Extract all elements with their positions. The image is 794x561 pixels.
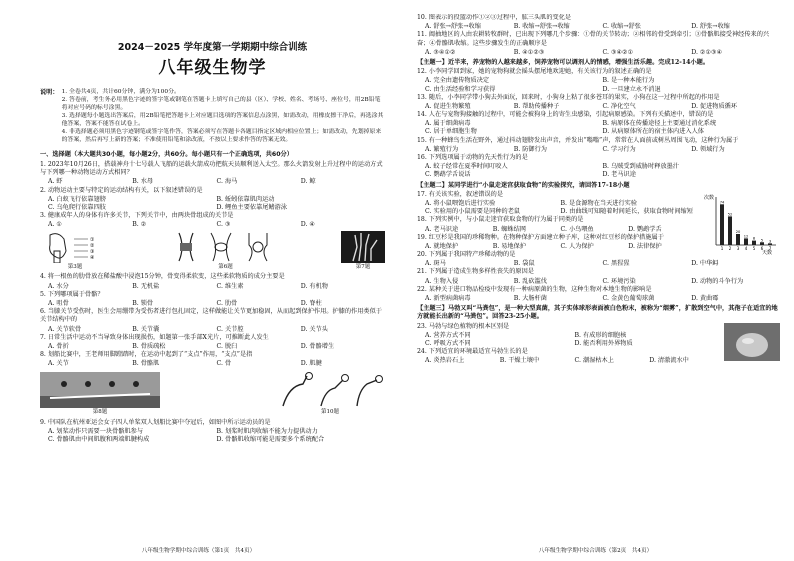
answer-option[interactable]: A. 就地保护: [425, 242, 459, 250]
figure-joint: [40, 231, 110, 271]
answer-option[interactable]: C. 金黄色葡萄球菌: [602, 295, 655, 302]
answer-options: [417, 226, 696, 234]
answer-option[interactable]: B. 骨质疏松: [132, 342, 166, 350]
chart-tick-label: 7: [768, 245, 772, 251]
answer-option[interactable]: D. 脊柱: [300, 300, 322, 307]
question-stem: 22. 某种关于进口物品检疫中发现有一种病原菌的生物，这种生物对本地生物的影响是: [417, 285, 652, 293]
chart-tick-label: 3: [736, 245, 740, 251]
answer-option[interactable]: C. 居于单细胞生物: [425, 128, 477, 136]
instruction-item: 1. 全卷共4页，共计60分钟，满分为100分。: [61, 88, 180, 95]
knee-brace-icon: [171, 231, 281, 263]
answer-option[interactable]: A. ①: [48, 221, 62, 229]
instructions: [40, 89, 385, 145]
answer-option[interactable]: A. 虾: [48, 178, 63, 186]
svg-text:②: ②: [90, 243, 95, 250]
answer-options: [40, 178, 385, 186]
theme-heading: 【主题一】近半来，养宠物的人越来越多，饲养宠物可以调剂人的情感，增强生活乐趣。完成12-14小题。: [417, 58, 710, 66]
chart-value-label: 5: [760, 238, 764, 242]
figure-basketball: [275, 372, 385, 416]
answer-option[interactable]: D. 中华鲟: [691, 260, 719, 268]
page-footer: 八年级生物学期中综合训练（第1页 共4页）: [141, 547, 256, 554]
instructions-label: 说明：: [40, 88, 59, 96]
answer-option[interactable]: D. 鹦鹉学舌: [628, 225, 662, 233]
answer-option[interactable]: B. 乌贼受到威胁时释放墨汁: [602, 163, 680, 171]
answer-option[interactable]: C. 骨骼肌由中间肌腹和两端肌腱构成: [48, 435, 150, 443]
chart-tick-label: 4: [744, 245, 748, 251]
chart-tick-label: 6: [760, 245, 764, 251]
exam-header-title: 2024－2025 学年度第一学期期中综合训练: [117, 42, 308, 53]
answer-option[interactable]: A. 营养方式不同: [425, 331, 471, 339]
answer-option[interactable]: B. 有成形的细胞核: [574, 331, 627, 339]
answer-option[interactable]: B. 关节囊: [132, 325, 160, 333]
svg-text:①: ①: [90, 237, 95, 244]
question-list: [417, 14, 780, 57]
hand-xray-icon: [341, 231, 385, 263]
subject-title: 八年级生物学: [158, 57, 267, 78]
answer-options: [417, 357, 724, 365]
answer-option[interactable]: B. 划桨时肌肉收缩不能为力提供动力: [216, 427, 318, 435]
answer-option[interactable]: C. 脱臼: [216, 342, 238, 350]
answer-option[interactable]: B. 蜘蛛结网: [492, 225, 526, 233]
answer-option[interactable]: D. 一旦建立永不消退: [602, 85, 661, 93]
chart-bar: [752, 240, 756, 244]
chart-bar: [768, 243, 772, 245]
answer-option[interactable]: D. 促进物质循环: [691, 102, 738, 110]
answer-option[interactable]: C. 肋骨: [216, 300, 238, 307]
question-stem: 10. 图表示的投篮动作①②③过程中，肱三头肌的变化是: [417, 14, 572, 21]
question-stem: 15. 有一种蜂鸟生活在野外，通过抖动翅膀发出声音，并发出“嗡嗡”声，常常在人面前或树丛周围飞动，这种行为属于: [417, 136, 739, 144]
answer-option[interactable]: B. 防御行为: [513, 145, 547, 153]
answer-option[interactable]: C. 呼吸方式不同: [425, 339, 471, 347]
answer-options: [40, 343, 385, 351]
answer-option[interactable]: B. 水母: [132, 178, 154, 186]
answer-option[interactable]: A. 属于细菌病毒: [425, 120, 471, 128]
page-footer: 八年级生物学期中综合训练（第2页 共4页）: [538, 547, 653, 554]
chart-value-label: 74: [719, 200, 725, 205]
y-axis-label: 次数: [704, 194, 715, 201]
question-stem: 6. 当膝关节受伤时，医生会用绷带为受伤者进行包扎固定，这样做能让关节更加稳固，从而起到保护作用。护膝的作用类似于关节结构中的: [40, 308, 382, 324]
answer-option[interactable]: A. 水分: [48, 282, 69, 290]
answer-option[interactable]: C. 海马: [216, 178, 238, 186]
answer-option[interactable]: B. 病原体在传播途径上主要通过消化系统: [602, 120, 717, 128]
answer-option[interactable]: C. 黑猩猩: [602, 260, 630, 268]
question-stem: 24. 下列适宜的环境最适宜马勃生长的是: [417, 348, 528, 356]
answer-option[interactable]: B. 是食源物在当天进行实验: [560, 199, 638, 207]
answer-option[interactable]: A. 繁殖行为: [425, 145, 459, 153]
answer-option[interactable]: A. 老马识途: [425, 225, 459, 233]
answer-option[interactable]: D. 法律保护: [628, 242, 662, 250]
question-list: [417, 68, 780, 179]
answer-options: [417, 49, 780, 57]
answer-option[interactable]: D. 从病原体所在的宿主体内进入人体: [602, 128, 704, 136]
answer-option[interactable]: C. ③: [216, 221, 231, 229]
question-list: [40, 273, 385, 368]
answer-option[interactable]: B. 干燥土壤中: [499, 357, 540, 365]
answer-options: [40, 360, 385, 368]
answer-option[interactable]: D. 由曲线可知随着时间延长，获取食物时间缩短: [560, 208, 693, 216]
answer-option[interactable]: A. 完全由遗传物质决定: [425, 77, 490, 85]
chart-bar: [736, 234, 740, 245]
figure-xray: [341, 231, 385, 271]
question-stem: 2. 动物运动主要与特定的运动结构有关，以下叙述错误的是: [40, 186, 203, 194]
answer-option[interactable]: C. 人为保护: [560, 242, 594, 250]
chart-value-label: 12: [743, 234, 749, 239]
answer-option[interactable]: D. 鲸: [300, 178, 316, 186]
answer-option[interactable]: B. 帮助传播种子: [513, 102, 560, 110]
answer-option[interactable]: D. 清澈流水中: [649, 357, 689, 365]
answer-options: [417, 278, 780, 286]
instruction-item: 2. 答卷前，考生务必用黑色字迹的签字笔或钢笔在答题卡上填写自己的县（区）、学校、姓名、考场号、座位号，用2B铅笔将对应号码的标号涂黑。: [61, 96, 381, 111]
answer-option[interactable]: A. ③④①②: [425, 48, 456, 56]
figure-caption: 第3题: [67, 264, 83, 271]
answer-option[interactable]: B. ②: [132, 221, 147, 229]
answer-option[interactable]: D. 黄曲霉: [691, 295, 719, 302]
instructions-list: [62, 89, 385, 145]
page-two-content: [417, 14, 780, 543]
answer-option[interactable]: B. 乱砍滥伐: [513, 277, 547, 285]
bar-chart: [702, 193, 780, 257]
answer-option[interactable]: B. 锁骨: [132, 300, 154, 307]
answer-option[interactable]: C. ③④②①: [602, 48, 634, 56]
svg-text:④: ④: [90, 255, 95, 262]
answer-option[interactable]: D. ④: [300, 221, 315, 229]
answer-option[interactable]: C. 潮湿枯木上: [574, 357, 614, 365]
answer-option[interactable]: D. 关节头: [300, 325, 328, 333]
chart-bar: [720, 204, 724, 245]
question-stem: 16. 下列选项属于动物的先天性行为的是: [417, 154, 528, 161]
answer-options: [417, 200, 696, 216]
answer-options: [40, 221, 385, 229]
answer-option[interactable]: A. 骨折: [48, 342, 69, 350]
answer-option[interactable]: D. 领域行为: [691, 145, 725, 153]
answer-options: [40, 196, 385, 212]
answer-option[interactable]: B. 骨骼肌: [132, 360, 160, 368]
answer-option[interactable]: A. 关节软骨: [48, 325, 82, 333]
theme-heading: 【主题二】某同学进行“小鼠走迷宫获取食物”的实验探究，请回答17-18小题: [417, 181, 630, 189]
question-stem: 14. 人在与宠物狗接触的过程中，可能会被狗身上的寄生虫感染，引起病原感染。下列有关描述中，错误的是: [417, 111, 714, 119]
mushroom-block: [417, 323, 780, 366]
answer-options: [40, 283, 385, 291]
x-axis-label: 天数: [762, 249, 773, 256]
instruction-item: 3. 选择题每小题选出答案后，用2B铅笔把答题卡上对应题目选项的答案信息点涂黑，如需改动，用橡皮擦干净后，再选涂其他答案，答案不能答在试卷上。: [61, 112, 384, 127]
answer-option[interactable]: C. 小鸟喂鱼: [560, 225, 594, 233]
question-stem: 5. 下列哪项属于骨骼？: [40, 290, 104, 298]
answer-option[interactable]: A. 斑马: [425, 260, 446, 268]
answer-option[interactable]: A. 生物入侵: [425, 277, 459, 285]
figure-knee: [171, 231, 281, 271]
chart-value-label: 3: [768, 239, 772, 244]
answer-option[interactable]: C. 乌龟爬行依靠四肢: [48, 203, 106, 211]
question-stem: 1. 2023年10月26日，搭载神舟十七号载人飞船的运载火箭成功把航天员顺利送入太空。那么火箭发射上升过程中的运动方式与下列哪一种动物运动方式相同？: [40, 160, 383, 177]
question-list: [40, 161, 385, 230]
answer-option[interactable]: B. 大肠杆菌: [513, 295, 547, 302]
chart-value-label: 8: [752, 236, 756, 241]
section-heading: 一、选择题（本大题共30小题，每小题2分，共60分。每小题只有一个正确选项，共60分）: [40, 150, 293, 158]
answer-option[interactable]: C. 环境污染: [602, 277, 636, 285]
question-stem: 20. 下列属于我国特产珍稀动物的是: [417, 251, 516, 259]
chart-tick-label: 2: [728, 245, 732, 251]
question-list: [417, 323, 724, 366]
chart-bar: [728, 216, 732, 245]
answer-option[interactable]: D. 舒张→收缩: [691, 23, 730, 31]
answer-options: [40, 300, 385, 308]
answer-option[interactable]: C. 收缩→舒张: [602, 23, 641, 31]
answer-option[interactable]: A. 炎热岩石上: [425, 357, 465, 365]
question-stem: 8. 划船比赛中，王老师用脚蹬踏时，在运动中起到了“支点”作用，“支点”是指: [40, 351, 253, 359]
answer-option[interactable]: D. 骨骼肌收缩可能是需要多个系统配合: [216, 435, 325, 443]
answer-option[interactable]: B. 收缩→舒张→收缩: [513, 23, 570, 31]
answer-option[interactable]: D. ②①③④: [691, 48, 723, 56]
question-stem: 18. 下列实例中，与小鼠走迷宫获取食物的行为属于同类的是: [417, 216, 584, 224]
answer-options: [417, 163, 780, 179]
question-stem: 13. 随后，小李同学带小狗去外面玩，回来时，小狗身上粘了很多苍耳的果实，小狗在这一过程中所起的作用是: [417, 93, 720, 101]
answer-option[interactable]: A. 划桨动作只需要一块骨骼肌参与: [48, 427, 144, 435]
figure-rowing: [40, 372, 160, 416]
puffball-photo-icon: [724, 323, 780, 361]
figure-row: [40, 371, 385, 417]
chart-value-label: 52: [727, 212, 733, 217]
answer-options: [417, 103, 780, 111]
maze-chart: [702, 193, 780, 257]
question-stem: 19. 红豆杉是我国的珍稀物种。在物种保护方面建立种子库，这种对红豆杉的保护措施属于: [417, 233, 664, 241]
answer-option[interactable]: B. ④①②③: [513, 48, 545, 56]
answer-option[interactable]: D. 鲤鱼主要依靠尾鳍游泳: [216, 203, 288, 211]
answer-option[interactable]: C. 骨: [216, 360, 232, 368]
answer-option[interactable]: D. 骨骼增生: [300, 342, 335, 350]
answer-options: [40, 326, 385, 334]
answer-option[interactable]: A. 促进生物繁殖: [425, 102, 471, 110]
answer-option[interactable]: D. 老马识途: [602, 171, 636, 179]
answer-options: [417, 332, 724, 348]
svg-text:③: ③: [90, 249, 95, 256]
answer-options: [417, 243, 696, 251]
question-stem: 11. 阖抽地区的人由农耕转牧群时，已出现下列哪几个步骤：①骨的关节转动；②相邻的骨受到牵引；③骨骼肌接受神经传来的兴奋；④骨骼肌收缩。这些步骤发生的正确顺序是: [417, 31, 770, 47]
chart-bar: [760, 242, 764, 245]
answer-option[interactable]: B. 无机盐: [132, 282, 160, 290]
answer-option[interactable]: A. 舒张→舒张→收缩: [425, 23, 481, 31]
instruction-item: 4. 非选择题必须用黑色字迹钢笔或签字笔作答，答案必须写在答题卡各题目指定区域内相应位置上；如需改动，先划掉原来的答案，然后再写上新的答案；不准使用铅笔和涂改液，不按以上要求作答的答案无效。: [61, 128, 382, 143]
chart-tick-label: 5: [752, 245, 756, 251]
answer-option[interactable]: C. 鹦鹉学舌说话: [425, 171, 471, 179]
answer-option[interactable]: B. 易地保护: [492, 242, 526, 250]
answer-options: [417, 295, 780, 303]
answer-option[interactable]: A. 将小鼠喂饱后进行实验: [425, 199, 496, 207]
answer-option[interactable]: A. 新型病菌病毒: [425, 295, 471, 302]
joint-diagram-icon: [40, 231, 110, 263]
page-one-content: [40, 16, 385, 543]
answer-option[interactable]: D. 能否利用外界物质: [574, 339, 633, 347]
question-stem: 12. 小李同学回到家，她的宠物狗就会摇头摆尾地欢迎她，有关该行为的叙述正确的是: [417, 68, 652, 76]
question-stem: 21. 下列属于造成生物多样性丧失的原因是: [417, 268, 534, 276]
answer-options: [417, 77, 780, 93]
page-two: [397, 0, 794, 561]
figure-caption: 第10题: [321, 409, 339, 416]
answer-option[interactable]: C. 关节腔: [216, 325, 244, 333]
figure-caption: 第8题: [92, 409, 108, 416]
chart-tick-label: 1: [720, 245, 724, 251]
answer-option[interactable]: A. 关节: [48, 360, 69, 368]
answer-option[interactable]: D. 有机物: [300, 282, 328, 290]
answer-option[interactable]: A. 咀骨: [48, 300, 69, 307]
figure-caption: 第7题: [355, 264, 371, 271]
figure-row: [40, 231, 385, 271]
basketball-arm-icon: [275, 372, 385, 408]
question-stem: 4. 将一根鱼的肋骨放在稀盐酸中浸泡15分钟，骨变得柔软变，这些柔软物质的成分主要是: [40, 273, 285, 281]
answer-option[interactable]: D. 动物的斗争行为: [691, 277, 744, 285]
answer-option[interactable]: A. 白蚁飞行依靠翅膀: [48, 195, 106, 203]
answer-option[interactable]: A. 蚊子经常在夏季时间叮咬人: [425, 163, 508, 171]
question-list: [40, 419, 385, 445]
question-stem: 23. 马勃与绿色植物的根本区别是: [417, 322, 510, 330]
answer-option[interactable]: C. 实验用的小鼠需要是同种的老鼠: [425, 208, 521, 216]
answer-options: [417, 146, 780, 154]
question-stem: 7. 日常生活中运动不当导致身体出现损伤，如题第一张手部X光片，可推断此人发生: [40, 333, 269, 341]
answer-option[interactable]: C. 维生素: [216, 282, 244, 290]
answer-options: [40, 428, 385, 444]
theme-heading: 【主题三】马勃又叫“马粪包”，是一种大型真菌，其子实体球形表面被白色粉末，被称为“烟雾”，扩散到空气中，其孢子在适宜的地方就能长出新的“马粪包”。回答23-25小题。: [417, 305, 778, 321]
question-stem: 17. 有关该实验，叙述错误的是: [417, 190, 504, 198]
answer-option[interactable]: D. 肌腱: [300, 360, 322, 368]
answer-option[interactable]: B. 袋鼠: [513, 260, 535, 268]
rowing-photo-icon: [40, 372, 160, 408]
answer-option[interactable]: C. 学习行为: [602, 145, 636, 153]
answer-option[interactable]: C. 由生活经验和学习获得: [425, 85, 496, 93]
figure-caption: 第6题: [218, 264, 233, 271]
chart-value-label: 20: [735, 229, 741, 234]
answer-option[interactable]: B. 蚯蚓依靠肌肉运动: [216, 195, 275, 203]
chart-bar: [744, 238, 748, 245]
answer-option[interactable]: B. 是一种本能行为: [602, 77, 655, 85]
answer-options: [417, 120, 780, 136]
answer-option[interactable]: C. 净化空气: [602, 102, 636, 110]
question-stem: 9. 中国队在杭州亚运会女子四人单桨双人划船比赛中夺冠后，如图中所示运动员的是: [40, 418, 271, 426]
question-stem: 3. 健康成年人的身体有许多关节，下列关节中，由两块骨组成的关节是: [40, 212, 234, 220]
